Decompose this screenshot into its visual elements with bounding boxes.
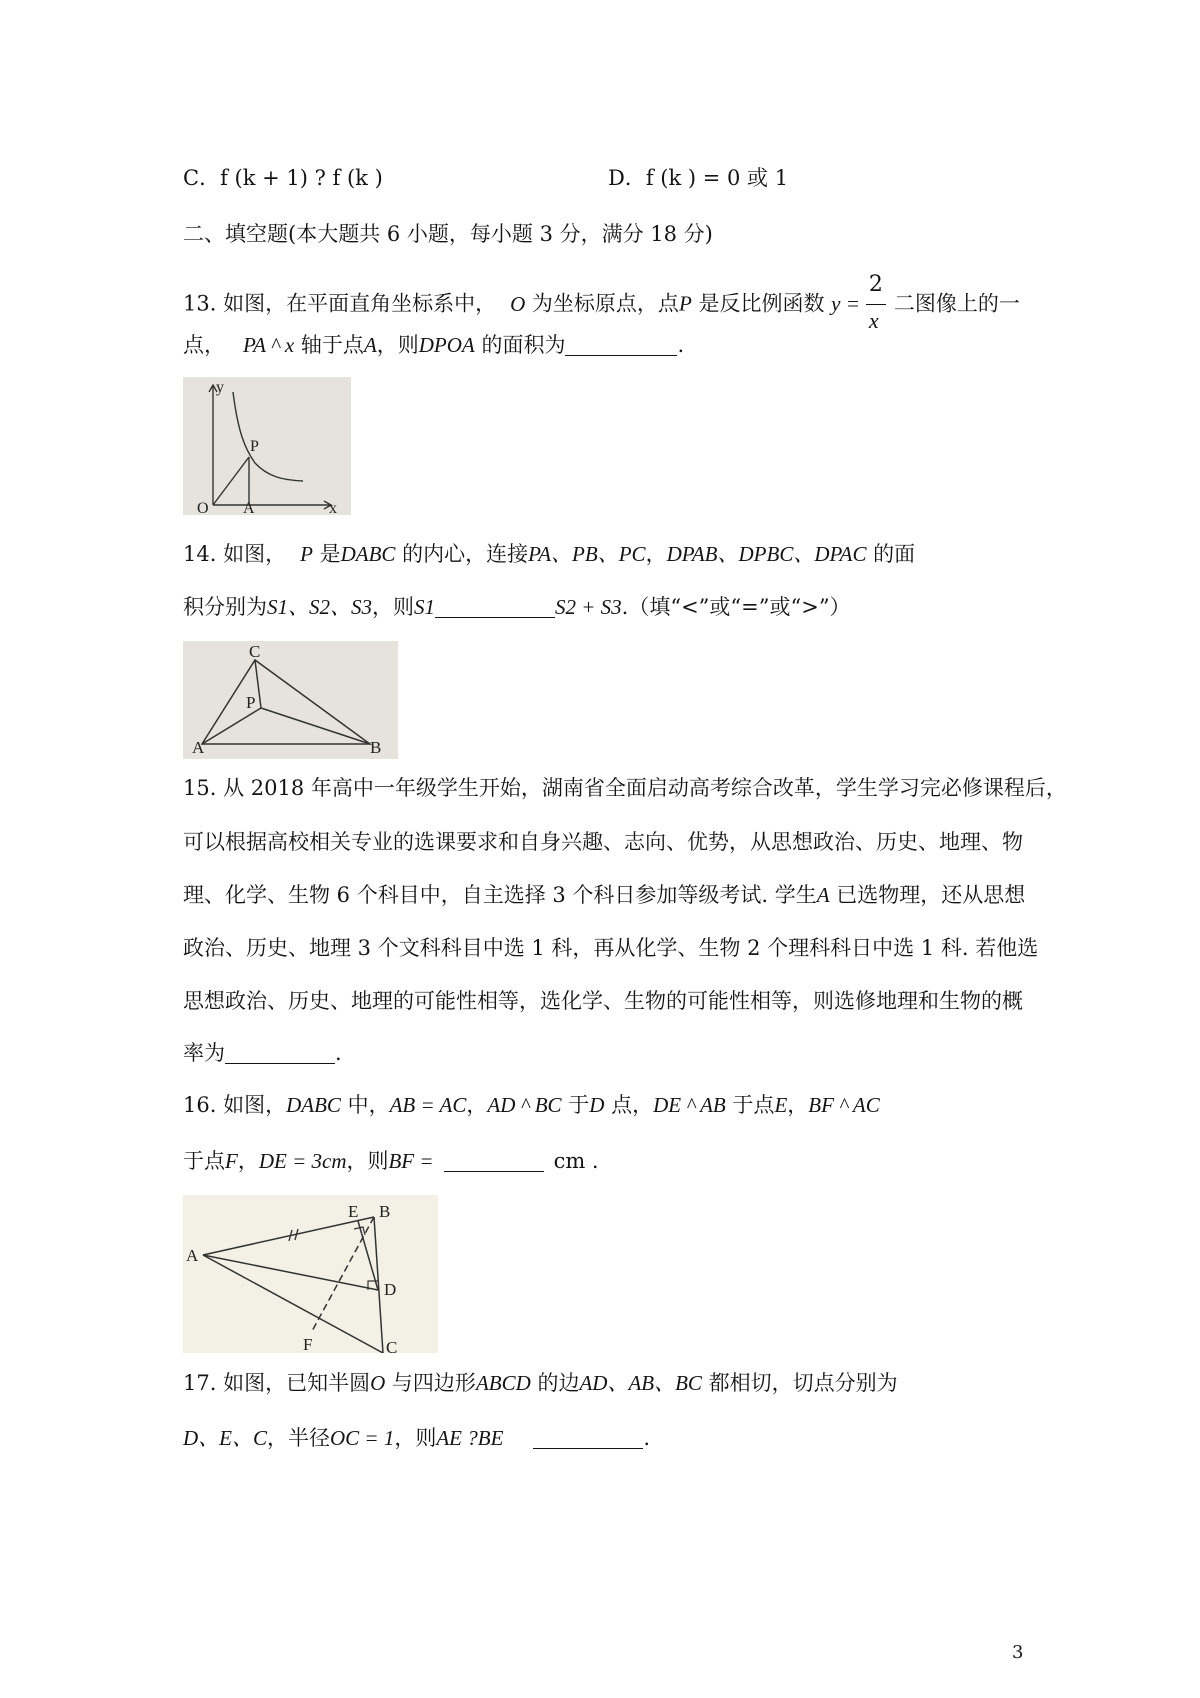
q14-text: 积分别为 — [183, 595, 267, 619]
q14-text: 是 — [312, 542, 341, 566]
q15-line2: 可以根据高校相关专业的选课要求和自身兴趣、志向、优势，从思想政治、历史、地理、物 — [183, 830, 1023, 854]
q15-line3 — [183, 880, 1025, 910]
page-number: 3 — [1012, 1642, 1024, 1663]
q17-text: 都相切，切点分别为 — [701, 1371, 898, 1395]
q14-s2-s3: S2 + S3 — [555, 595, 622, 619]
q17-text: ，则 — [394, 1426, 437, 1450]
q14-text: .（填“<”或“=”或“>”） — [621, 595, 851, 619]
q13-text: 为坐标原点，点 — [525, 291, 679, 316]
q13-var-o: O — [510, 291, 526, 316]
q14-line1 — [183, 539, 915, 569]
q15-text: 率为 — [183, 1041, 225, 1065]
section-header: 二、填空题(本大题共 6 小题，每小题 3 分，满分 18 分) — [183, 222, 713, 246]
q16-text: 点， — [604, 1093, 654, 1117]
q16-fig-label-a: A — [186, 1246, 199, 1265]
q17-period: . — [643, 1426, 651, 1450]
q14-text: ， — [645, 542, 667, 566]
q16-fig-label-b: B — [379, 1202, 391, 1221]
q16-text: 16. 如图， — [183, 1093, 287, 1117]
q16-triangle: DABC — [286, 1093, 341, 1117]
q14-fig-label-p: P — [246, 693, 256, 712]
q14-fig-label-a: A — [192, 738, 205, 757]
q16-eq-ab-ac: AB = AC — [389, 1093, 467, 1117]
q16-line1 — [183, 1090, 880, 1120]
q13-line1 — [183, 274, 1020, 336]
q15-text: 已选物理，还从思想 — [829, 883, 1026, 907]
q13-text: 的面积为 — [474, 333, 566, 357]
q14-figure — [183, 641, 398, 759]
option-c: C．f (k + 1) ? f (k ) — [183, 166, 383, 190]
q13-fig-label-x: x — [329, 500, 337, 515]
q16-fig-label-d: D — [384, 1280, 397, 1299]
q17-eq-ae-be: AE ?BE — [436, 1426, 504, 1450]
q16-answer-blank[interactable] — [444, 1149, 544, 1172]
q14-answer-blank[interactable] — [435, 595, 555, 618]
q16-text: 于点 — [183, 1149, 225, 1173]
q16-figure — [183, 1195, 438, 1353]
q17-line1 — [183, 1368, 898, 1398]
q17-var-o: O — [370, 1371, 386, 1395]
q13-text: 13. 如图，在平面直角坐标系中， — [183, 291, 497, 316]
q13-fig-label-a: A — [243, 500, 255, 515]
q13-triangle: DPOA — [418, 333, 475, 357]
q17-text: 17. 如图，已知半圆 — [183, 1371, 371, 1395]
q17-text: 与四边形 — [385, 1371, 476, 1395]
q15-line4: 政治、历史、地理 3 个文科科目中选 1 科，再从化学、生物 2 个理科科日中选 1 科. 若他选 — [183, 936, 1039, 960]
q17-quadrilateral: ABCD — [475, 1371, 531, 1395]
q14-text: 14. 如图， — [183, 542, 287, 566]
q15-line5: 思想政治、历史、地理的可能性相等，选化学、生物的可能性相等，则选修地理和生物的概 — [183, 989, 1023, 1013]
q14-areas: S1、S2、S3 — [267, 595, 372, 619]
q13-text: 轴于点 — [294, 333, 364, 357]
q13-text: 二图像上的一 — [893, 291, 1020, 316]
q14-fig-label-c: C — [249, 642, 261, 661]
q13-var-a: A — [363, 333, 377, 357]
q16-eq-de: DE = 3cm — [258, 1149, 347, 1173]
q16-text: ， — [237, 1149, 259, 1173]
q13-y-eq: y = — [831, 291, 860, 316]
q16-text: ，则 — [346, 1149, 389, 1173]
q14-text: 的面 — [866, 542, 916, 566]
q17-eq-oc: OC = 1 — [330, 1426, 395, 1450]
q13-answer-blank[interactable] — [565, 333, 677, 356]
q16-eq-ad-bc: AD ^ BC — [487, 1093, 562, 1117]
q13-line2 — [183, 330, 684, 360]
q17-text: 的边 — [530, 1371, 580, 1395]
q16-eq-bf: BF = — [388, 1149, 434, 1173]
q14-triangles: DPAB、DPBC、DPAC — [666, 542, 867, 566]
q16-var-e: E — [774, 1093, 788, 1117]
q15-period: . — [335, 1041, 342, 1065]
q13-text: 点， — [183, 333, 225, 357]
q13-fig-label-y: y — [216, 379, 224, 396]
q13-figure — [183, 377, 351, 515]
q14-segments: PA、PB、PC — [528, 542, 646, 566]
q13-text: 是反比例函数 — [691, 291, 832, 316]
q13-fig-label-o: O — [197, 500, 209, 515]
q13-period: . — [677, 333, 685, 357]
q15-line6 — [183, 1038, 342, 1068]
q14-triangle: DABC — [340, 542, 396, 566]
q17-sides: AD、AB、BC — [579, 1371, 702, 1395]
q13-var-p: P — [678, 291, 692, 316]
q17-line2 — [183, 1423, 650, 1453]
q16-var-f: F — [225, 1149, 238, 1173]
q16-fig-label-c: C — [386, 1338, 398, 1353]
q15-var-a: A — [816, 883, 830, 907]
q16-unit: cm . — [553, 1149, 599, 1173]
q16-fig-label-f: F — [303, 1335, 313, 1353]
q17-tangent-points: D、E、C — [183, 1426, 267, 1450]
q16-eq-de-ab: DE ^ AB — [653, 1093, 726, 1117]
q14-text: 的内心，连接 — [395, 542, 529, 566]
q14-var-p: P — [300, 542, 313, 566]
q16-text: ， — [787, 1093, 809, 1117]
q13-text: ，则 — [376, 333, 419, 357]
q17-text: ，半径 — [267, 1426, 330, 1450]
q14-line2 — [183, 592, 851, 622]
q16-fig-label-e: E — [348, 1202, 359, 1221]
q13-fraction-bar — [866, 304, 886, 305]
q16-text: 于 — [561, 1093, 590, 1117]
q15-line1: 15. 从 2018 年高中一年级学生开始，湖南省全面启动高考综合改革，学生学习完必修课程后， — [183, 776, 1067, 800]
q13-fig-label-p: P — [250, 438, 259, 455]
q13-fraction-numerator: 2 — [868, 272, 883, 297]
q14-fig-label-b: B — [370, 738, 382, 757]
q13-condition: PA ^ x — [243, 333, 295, 357]
q16-var-d: D — [589, 1093, 605, 1117]
q16-text: 中， — [340, 1093, 390, 1117]
q16-eq-bf-ac: BF ^ AC — [808, 1093, 880, 1117]
q17-answer-blank[interactable] — [533, 1426, 643, 1449]
q15-text: 理、化学、生物 6 个科目中，自主选择 3 个科日参加等级考试. 学生 — [183, 883, 817, 907]
q16-text: 于点 — [725, 1093, 775, 1117]
q14-text: ，则 — [372, 595, 414, 619]
q16-line2 — [183, 1146, 599, 1176]
q13-fraction — [866, 274, 888, 336]
q15-answer-blank[interactable] — [225, 1041, 335, 1064]
q13-fraction-denominator: x — [868, 308, 879, 333]
option-d: D．f (k ) = 0 或 1 — [608, 166, 789, 190]
q14-s1: S1 — [414, 595, 435, 619]
q16-text: ， — [466, 1093, 488, 1117]
